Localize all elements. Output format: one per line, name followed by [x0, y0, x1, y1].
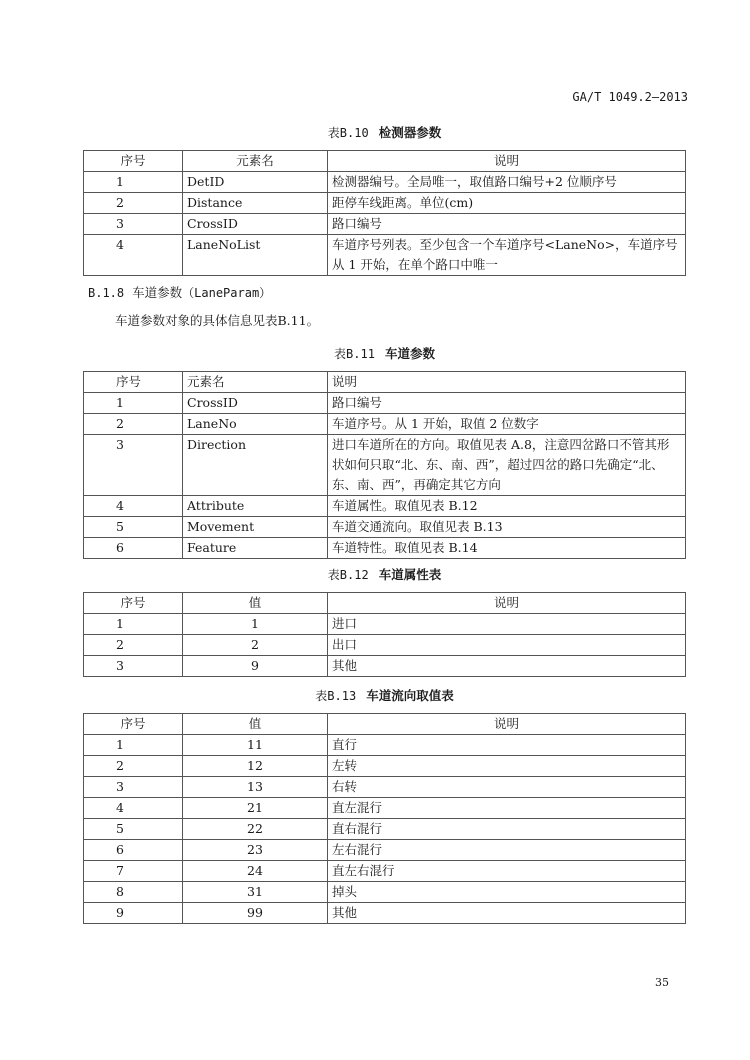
cell-value: 21 [183, 798, 328, 819]
caption-number: 表B.10 [327, 126, 369, 140]
table-row [84, 840, 686, 861]
cell-value: 11 [183, 735, 328, 756]
cell-element: Distance [183, 193, 328, 214]
caption-number: 表B.13 [315, 689, 357, 703]
cell-description: 距停车线距离。单位(cm) [328, 193, 686, 214]
cell-index: 4 [84, 496, 183, 517]
cell-description: 车道特性。取值见表 B.14 [328, 538, 686, 559]
cell-index: 4 [84, 798, 183, 819]
section-title: 车道参数 [132, 285, 183, 300]
table-row [84, 635, 686, 656]
cell-index: 9 [84, 903, 183, 924]
table-b13 [83, 713, 686, 924]
cell-value: 99 [183, 903, 328, 924]
cell-index: 7 [84, 861, 183, 882]
header-cell: 说明 [328, 372, 686, 393]
cell-description: 路口编号 [328, 393, 686, 414]
table-row [84, 614, 686, 635]
cell-index: 2 [84, 635, 183, 656]
cell-description: 出口 [328, 635, 686, 656]
section-paragraph: 车道参数对象的具体信息见表B.11。 [115, 313, 320, 328]
cell-value: 12 [183, 756, 328, 777]
cell-index: 2 [84, 414, 183, 435]
cell-index: 2 [84, 756, 183, 777]
cell-index: 3 [84, 777, 183, 798]
cell-value: 31 [183, 882, 328, 903]
table-row [84, 193, 686, 214]
table-row [84, 517, 686, 538]
section-heading [88, 283, 271, 301]
cell-element: DetID [183, 172, 328, 193]
table-header-row [84, 151, 686, 172]
cell-value: 22 [183, 819, 328, 840]
cell-index: 4 [84, 235, 183, 276]
cell-description: 左右混行 [328, 840, 686, 861]
caption-number: 表B.11 [334, 347, 375, 361]
caption-title: 车道属性表 [378, 567, 442, 582]
cell-description: 右转 [328, 777, 686, 798]
table-row [84, 435, 686, 496]
cell-value: 1 [183, 614, 328, 635]
header-cell: 序号 [84, 593, 183, 614]
cell-index: 1 [84, 614, 183, 635]
cell-description: 车道序号列表。至少包含一个车道序号<LaneNo>，车道序号从 1 开始，在单个路口中唯一 [328, 235, 686, 276]
cell-description: 车道序号。从 1 开始，取值 2 位数字 [328, 414, 686, 435]
cell-value: 24 [183, 861, 328, 882]
table-row [84, 756, 686, 777]
cell-description: 进口车道所在的方向。取值见表 A.8，注意四岔路口不管其形状如何只取“北、东、南、西”，超过四岔的路口先确定“北、东、南、西”，再确定其它方向 [328, 435, 686, 496]
cell-description: 其他 [328, 656, 686, 677]
cell-index: 1 [84, 393, 183, 414]
cell-description: 路口编号 [328, 214, 686, 235]
table-row [84, 393, 686, 414]
table-row [84, 414, 686, 435]
header-cell: 值 [183, 593, 328, 614]
cell-value: 9 [183, 656, 328, 677]
table-b12-caption [83, 565, 686, 583]
cell-index: 8 [84, 882, 183, 903]
table-header-row [84, 714, 686, 735]
header-cell: 元素名 [183, 372, 328, 393]
cell-index: 5 [84, 819, 183, 840]
cell-index: 1 [84, 735, 183, 756]
page-number: 35 [655, 976, 669, 989]
table-row [84, 819, 686, 840]
cell-index: 5 [84, 517, 183, 538]
cell-element: Attribute [183, 496, 328, 517]
caption-title: 车道参数 [384, 346, 435, 361]
table-b10 [83, 150, 686, 276]
header-cell: 说明 [328, 593, 686, 614]
table-row [84, 656, 686, 677]
cell-element: LaneNo [183, 414, 328, 435]
cell-index: 6 [84, 538, 183, 559]
cell-description: 直行 [328, 735, 686, 756]
table-header-row [84, 593, 686, 614]
cell-description: 其他 [328, 903, 686, 924]
header-cell: 序号 [84, 151, 183, 172]
cell-index: 3 [84, 656, 183, 677]
header-cell: 元素名 [183, 151, 328, 172]
table-b12 [83, 592, 686, 677]
header-cell: 说明 [328, 151, 686, 172]
standard-code: GA/T 1049.2—2013 [572, 90, 688, 104]
cell-index: 3 [84, 214, 183, 235]
cell-element: CrossID [183, 214, 328, 235]
cell-value: 2 [183, 635, 328, 656]
caption-title: 检测器参数 [378, 125, 442, 140]
table-row [84, 214, 686, 235]
table-row [84, 882, 686, 903]
table-b10-caption [83, 123, 686, 141]
table-row [84, 777, 686, 798]
table-b13-caption [83, 686, 686, 704]
cell-index: 2 [84, 193, 183, 214]
cell-index: 6 [84, 840, 183, 861]
cell-description: 掉头 [328, 882, 686, 903]
caption-number: 表B.12 [327, 568, 369, 582]
cell-description: 车道属性。取值见表 B.12 [328, 496, 686, 517]
header-cell: 序号 [84, 714, 183, 735]
table-row [84, 496, 686, 517]
table-row [84, 538, 686, 559]
cell-index: 1 [84, 172, 183, 193]
cell-index: 3 [84, 435, 183, 496]
cell-value: 23 [183, 840, 328, 861]
table-b11 [83, 371, 686, 559]
cell-element: Movement [183, 517, 328, 538]
caption-title: 车道流向取值表 [366, 688, 454, 703]
table-row [84, 861, 686, 882]
table-row [84, 172, 686, 193]
cell-description: 直左混行 [328, 798, 686, 819]
cell-element: CrossID [183, 393, 328, 414]
cell-element: Direction [183, 435, 328, 496]
table-row [84, 735, 686, 756]
table-header-row [84, 372, 686, 393]
cell-description: 左转 [328, 756, 686, 777]
header-cell: 说明 [328, 714, 686, 735]
table-b11-caption [83, 344, 686, 362]
table-row [84, 235, 686, 276]
table-row [84, 903, 686, 924]
cell-description: 车道交通流向。取值见表 B.13 [328, 517, 686, 538]
header-cell: 序号 [84, 372, 183, 393]
cell-description: 进口 [328, 614, 686, 635]
cell-description: 检测器编号。全局唯一，取值路口编号+2 位顺序号 [328, 172, 686, 193]
cell-value: 13 [183, 777, 328, 798]
section-number: B.1.8 [88, 286, 125, 300]
header-cell: 值 [183, 714, 328, 735]
section-title-paren: （LaneParam） [182, 286, 272, 300]
cell-element: Feature [183, 538, 328, 559]
table-row [84, 798, 686, 819]
cell-element: LaneNoList [183, 235, 328, 276]
cell-description: 直右混行 [328, 819, 686, 840]
cell-description: 直左右混行 [328, 861, 686, 882]
